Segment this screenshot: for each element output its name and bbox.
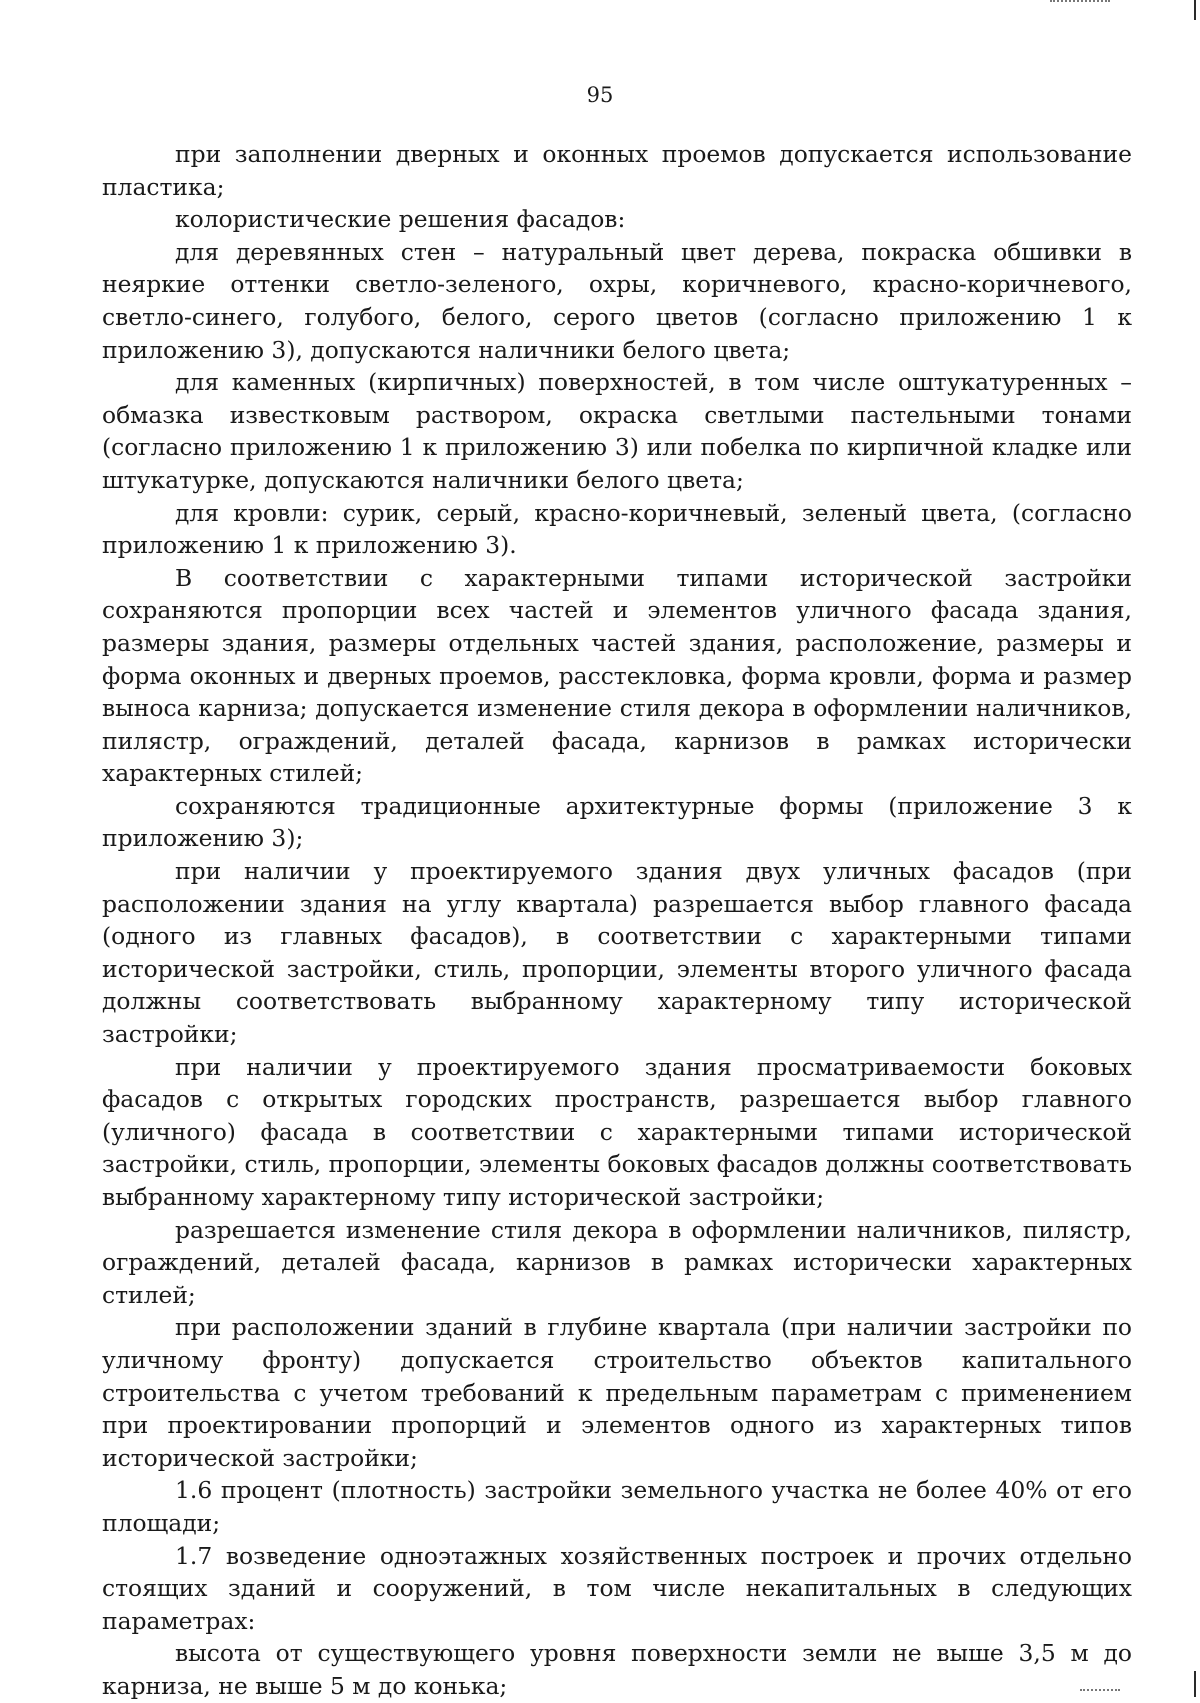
paragraph-5: для кровли: сурик, серый, красно-коричневый, зеленый цвета, (согласно приложению 1 к приложению 3). [102, 498, 1132, 560]
document-body [102, 138, 1132, 1703]
paragraph-7: сохраняются традиционные архитектурные формы (приложение 3 к приложению 3); [102, 791, 1132, 853]
paragraph-11: при расположении зданий в глубине квартала (при наличии застройки по уличному фронту) допускается строительство объектов капитального строительства с учетом требований к предельным параметрам с применением при проектировании пропорций и элементов одного из характерных типов исторической застройки; [102, 1313, 1132, 1472]
paragraph-8: при наличии у проектируемого здания двух уличных фасадов (при расположении здания на углу квартала) разрешается выбор главного фасада (одного из главных фасадов), в соответствии с характерными типами исторической застройки, стиль, пропорции, элементы второго уличного фасада должны соответствовать выбранному характерному типу исторической застройки; [102, 857, 1132, 1049]
paragraph-3: для деревянных стен – натуральный цвет дерева, покраска обшивки в неяркие оттенки светло-зеленого, охры, коричневого, красно-коричневого, светло-синего, голубого, белого, серого цветов (согласно приложению 1 к приложению 3), допускаются наличники белого цвета; [102, 237, 1132, 364]
paragraph-10: разрешается изменение стиля декора в оформлении наличников, пилястр, ограждений, деталей фасада, карнизов в рамках исторически характерных стилей; [102, 1215, 1132, 1309]
paragraph-12: 1.6 процент (плотность) застройки земельного участка не более 40% от его площади; [102, 1476, 1132, 1537]
paragraph-2: колористические решения фасадов: [175, 205, 626, 234]
paragraph-6: В соответствии с характерными типами исторической застройки сохраняются пропорции всех частей и элементов уличного фасада здания, размеры здания, размеры отдельных частей здания, расположение, размеры и форма оконных и дверных проемов, расстекловка, форма кровли, форма и размер выноса карниза; допускается изменение стиля декора в оформлении наличников, пилястр, ограждений, деталей фасада, карнизов в рамках исторически характерных стилей; [102, 563, 1132, 788]
scan-artifact-top [1050, 0, 1110, 6]
paragraph-13: 1.7 возведение одноэтажных хозяйственных построек и прочих отдельно стоящих зданий и сооружений, в том числе некапитальных в следующих параметрах: [102, 1541, 1132, 1635]
paragraph-1: при заполнении дверных и оконных проемов допускается использование пластика; [102, 140, 1132, 201]
scan-edge-mark-top [1194, 0, 1196, 20]
paragraph-4: для каменных (кирпичных) поверхностей, в том числе оштукатуренных – обмазка известковым раствором, окраска светлыми пастельными тонами (согласно приложению 1 к приложению 3) или побелка по кирпичной кладке или штукатурке, допускаются наличники белого цвета; [102, 368, 1132, 494]
paragraph-14: высота от существующего уровня поверхности земли не выше 3,5 м до карниза, не выше 5 м до конька; [102, 1639, 1132, 1700]
scan-artifact-bottom [1080, 1689, 1120, 1695]
paragraph-9: при наличии у проектируемого здания просматриваемости боковых фасадов с открытых городских пространств, разрешается выбор главного (уличного) фасада в соответствии с характерными типами исторической застройки, стиль, пропорции, элементы боковых фасадов должны соответствовать выбранному характерному типу исторической застройки; [102, 1052, 1132, 1211]
page-number: 95 [586, 83, 614, 107]
scan-edge-mark-bottom [1194, 1671, 1196, 1697]
